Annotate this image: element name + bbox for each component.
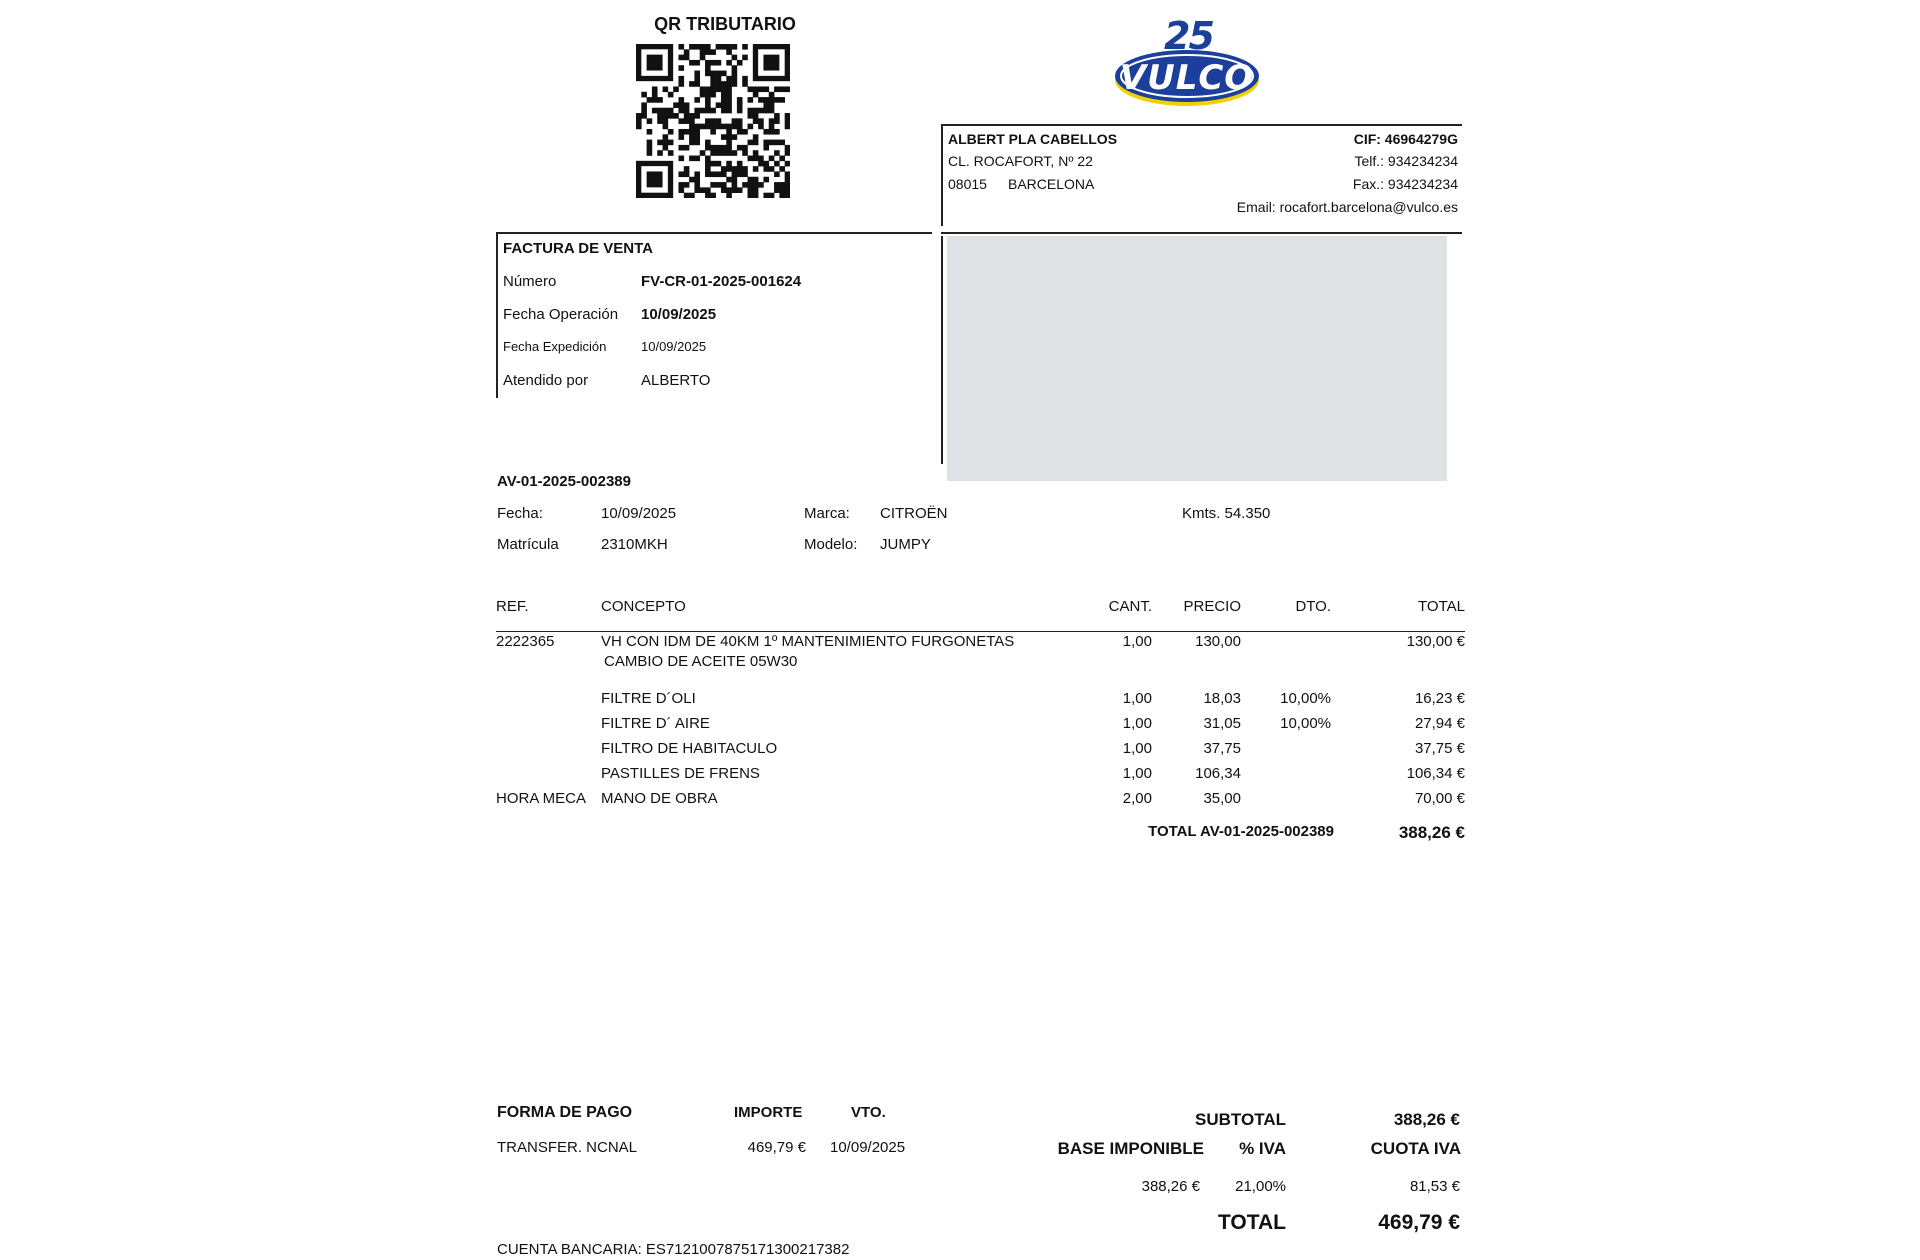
subtotal-label: SUBTOTAL <box>1195 1110 1286 1129</box>
vat-amount-label: CUOTA IVA <box>1370 1139 1461 1158</box>
issue-date-label: Fecha Expedición <box>503 339 607 354</box>
plate-label: Matrícula <box>497 536 559 553</box>
item-ref: HORA MECA <box>496 790 587 807</box>
item-total: 106,34 € <box>1406 765 1465 782</box>
vehicle-model: JUMPY <box>880 536 931 553</box>
company-city: BARCELONA <box>1008 176 1095 192</box>
item-quantity: 1,00 <box>1122 690 1152 707</box>
item-total: 27,94 € <box>1414 715 1465 732</box>
item-concept: FILTRO DE HABITACULO <box>601 740 778 757</box>
customer-info-redacted <box>947 236 1447 481</box>
qr-code <box>636 44 790 198</box>
item-price: 35,00 <box>1203 790 1241 807</box>
payment-method-label: FORMA DE PAGO <box>497 1104 633 1121</box>
invoice-box-top-border <box>496 232 932 234</box>
item-price: 18,03 <box>1203 690 1241 707</box>
item-discount: 10,00% <box>1280 690 1331 707</box>
company-fax: Fax.: 934234234 <box>1352 176 1458 192</box>
vehicle-brand: CITROËN <box>880 505 948 522</box>
tax-base-value: 388,26 € <box>1141 1178 1200 1195</box>
invoice-title: FACTURA DE VENTA <box>503 240 653 257</box>
header-quantity: CANT. <box>1108 598 1152 615</box>
item-concept: FILTRE D´ AIRE <box>601 715 710 732</box>
header-concept: CONCEPTO <box>601 598 686 615</box>
item-quantity: 1,00 <box>1122 765 1152 782</box>
company-box-top-border <box>941 124 1462 126</box>
item-concept: FILTRE D´OLI <box>601 690 696 707</box>
payment-amount: 469,79 € <box>747 1139 806 1156</box>
item-total: 37,75 € <box>1414 740 1465 757</box>
order-date: 10/09/2025 <box>601 505 677 522</box>
item-discount: 10,00% <box>1280 715 1331 732</box>
header-total: TOTAL <box>1418 598 1465 615</box>
payment-method: TRANSFER. NCNAL <box>497 1139 638 1156</box>
order-date-label: Fecha: <box>497 505 543 522</box>
item-concept: VH CON IDM DE 40KM 1º MANTENIMIENTO FURGONETAS <box>601 633 1015 650</box>
payment-due-date: 10/09/2025 <box>830 1139 906 1156</box>
operation-date: 10/09/2025 <box>641 306 717 323</box>
payment-due-label: VTO. <box>851 1104 886 1121</box>
order-total-label: TOTAL AV-01-2025-002389 <box>1148 823 1334 840</box>
company-phone: Telf.: 934234234 <box>1354 153 1458 169</box>
item-price: 31,05 <box>1203 715 1241 732</box>
invoice-number-label: Número <box>503 273 557 290</box>
item-concept: PASTILLES DE FRENS <box>601 765 760 782</box>
vulco-logo <box>1112 14 1262 110</box>
customer-box-left-border <box>941 236 943 464</box>
logo-anniversary-number: 25 <box>1164 14 1213 58</box>
operation-date-label: Fecha Operación <box>503 306 619 323</box>
company-address: CL. ROCAFORT, Nº 22 <box>948 153 1093 169</box>
item-concept-line2: CAMBIO DE ACEITE 05W30 <box>604 653 798 670</box>
header-divider <box>496 631 1465 632</box>
item-concept: MANO DE OBRA <box>601 790 718 807</box>
invoice-box-left-border <box>496 232 498 398</box>
grand-total-value: 469,79 € <box>1378 1211 1460 1234</box>
vat-percent-value: 21,00% <box>1235 1178 1286 1195</box>
attended-by-label: Atendido por <box>503 372 589 389</box>
plate-number: 2310MKH <box>601 536 668 553</box>
vat-percent-label: % IVA <box>1239 1139 1286 1158</box>
tax-base-label: BASE IMPONIBLE <box>1057 1139 1204 1158</box>
logo-wordmark: VULCO <box>1119 58 1255 98</box>
mileage: Kmts. 54.350 <box>1182 505 1271 522</box>
issue-date: 10/09/2025 <box>641 339 707 354</box>
company-name: ALBERT PLA CABELLOS <box>948 131 1118 147</box>
grand-total-label: TOTAL <box>1217 1211 1286 1234</box>
item-total: 70,00 € <box>1414 790 1465 807</box>
item-quantity: 2,00 <box>1122 790 1152 807</box>
bank-account: CUENTA BANCARIA: ES7121007875171300217382 <box>497 1241 850 1258</box>
header-discount: DTO. <box>1295 598 1331 615</box>
vat-amount-value: 81,53 € <box>1409 1178 1460 1195</box>
item-price: 130,00 <box>1195 633 1241 650</box>
brand-label: Marca: <box>804 505 850 522</box>
item-ref: 2222365 <box>496 633 555 650</box>
payment-amount-label: IMPORTE <box>734 1104 803 1121</box>
order-id: AV-01-2025-002389 <box>497 473 631 490</box>
item-total: 130,00 € <box>1406 633 1465 650</box>
company-box-bottom-border <box>941 232 1462 234</box>
model-label: Modelo: <box>804 536 858 553</box>
item-quantity: 1,00 <box>1122 715 1152 732</box>
invoice-number: FV-CR-01-2025-001624 <box>641 273 802 290</box>
item-price: 37,75 <box>1203 740 1241 757</box>
item-quantity: 1,00 <box>1122 633 1152 650</box>
company-email: Email: rocafort.barcelona@vulco.es <box>1236 199 1458 215</box>
item-total: 16,23 € <box>1414 690 1465 707</box>
header-price: PRECIO <box>1183 598 1241 615</box>
company-cif: CIF: 46964279G <box>1353 131 1458 147</box>
attended-by: ALBERTO <box>641 372 711 389</box>
item-quantity: 1,00 <box>1122 740 1152 757</box>
header-ref: REF. <box>496 598 529 615</box>
item-price: 106,34 <box>1195 765 1241 782</box>
order-total: 388,26 € <box>1398 823 1465 842</box>
subtotal-value: 388,26 € <box>1393 1110 1460 1129</box>
company-box-left-border <box>941 124 943 226</box>
qr-title: QR TRIBUTARIO <box>654 14 796 34</box>
company-postal-code: 08015 <box>948 176 987 192</box>
